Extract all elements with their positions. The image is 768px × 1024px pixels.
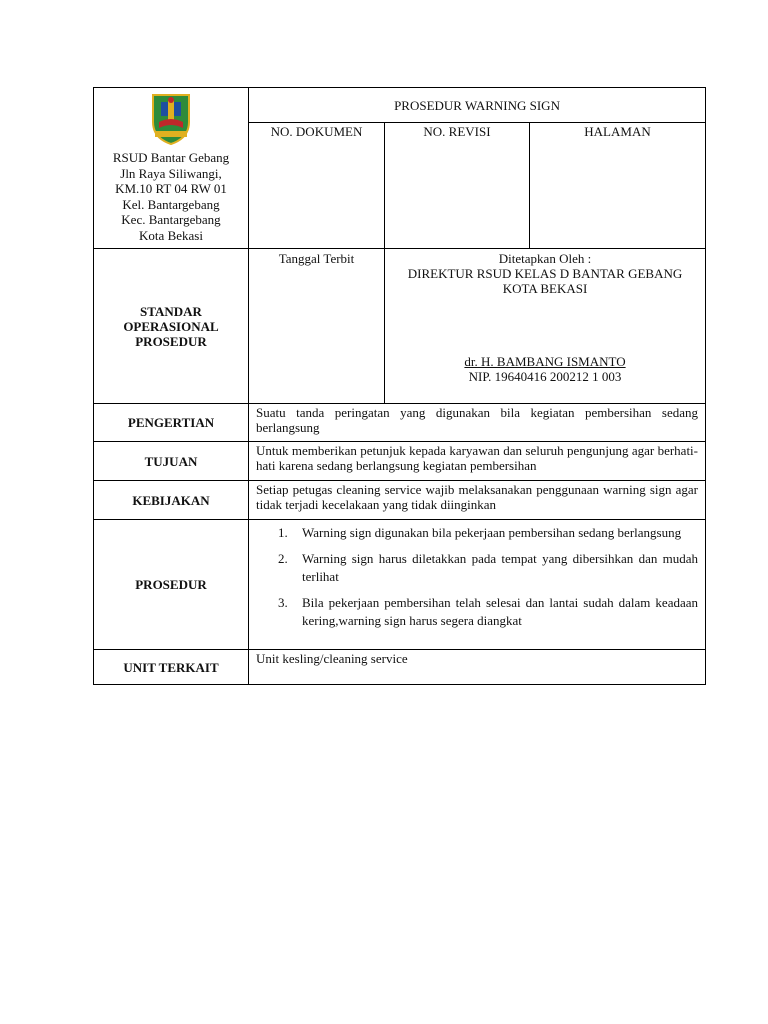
direktur-title-line: DIREKTUR RSUD KELAS D BANTAR GEBANG xyxy=(407,266,683,281)
hospital-info-cell xyxy=(94,88,249,249)
sop-label-line: PROSEDUR xyxy=(135,333,207,349)
unit-terkait-text: Unit kesling/cleaning service xyxy=(249,650,706,685)
no-revisi-header: NO. REVISI xyxy=(385,123,530,249)
step-text: Bila pekerjaan pembersihan telah selesai dan lantai sudah dalam keadaan kering,warning sign harus segera diangkat xyxy=(302,595,699,628)
document-title: PROSEDUR WARNING SIGN xyxy=(249,88,706,123)
kota-bekasi-logo xyxy=(149,92,193,146)
step-number: 3. xyxy=(278,595,288,610)
unit-terkait-label: UNIT TERKAIT xyxy=(94,650,249,685)
hospital-address-line: Kota Bekasi xyxy=(139,227,203,243)
signer-name: dr. H. BAMBANG ISMANTO xyxy=(464,354,626,369)
halaman-header: HALAMAN xyxy=(530,123,706,249)
hospital-address-line: Kel. Bantargebang xyxy=(122,196,220,212)
pengertian-text: Suatu tanda peringatan yang digunakan bila kegiatan pembersihan sedang berlangsung xyxy=(249,404,706,442)
prosedur-label: PROSEDUR xyxy=(94,520,249,650)
ditetapkan-cell xyxy=(385,249,706,404)
hospital-address-line: KM.10 RT 04 RW 01 xyxy=(115,181,227,196)
tanggal-terbit-cell xyxy=(249,249,385,404)
step-number: 1. xyxy=(278,525,288,540)
hospital-name: RSUD Bantar Gebang xyxy=(112,150,230,165)
direktur-title-line: KOTA BEKASI xyxy=(502,281,588,296)
prosedur-step xyxy=(278,550,699,586)
ditetapkan-oleh-label: Ditetapkan Oleh : xyxy=(498,251,592,266)
prosedur-list xyxy=(249,524,705,630)
hospital-address-line: Kec. Bantargebang xyxy=(121,212,221,227)
step-text: Warning sign harus diletakkan pada tempat yang dibersihkan dan mudah terlihat xyxy=(302,551,699,584)
hospital-address-line: Jln Raya Siliwangi, xyxy=(120,165,222,181)
tanggal-terbit-label: Tanggal Terbit xyxy=(278,251,355,266)
prosedur-content xyxy=(249,520,706,650)
tujuan-text: Untuk memberikan petunjuk kepada karyawan dan seluruh pengunjung agar berhati-hati karena sedang berlangsung kegiatan pembersihan xyxy=(249,442,706,481)
sop-label xyxy=(94,249,249,404)
prosedur-step xyxy=(278,594,699,630)
no-dokumen-header: NO. DOKUMEN xyxy=(249,123,385,249)
step-text: Warning sign digunakan bila pekerjaan pembersihan sedang berlangsung xyxy=(302,525,682,540)
signer-nip: NIP. 19640416 200212 1 003 xyxy=(468,369,622,384)
kebijakan-text: Setiap petugas cleaning service wajib melaksanakan penggunaan warning sign agar tidak terjadi kecelakaan yang tidak diinginkan xyxy=(249,481,706,520)
sop-document-table xyxy=(93,87,706,685)
kebijakan-label: KEBIJAKAN xyxy=(94,481,249,520)
prosedur-step xyxy=(278,524,698,542)
step-number: 2. xyxy=(278,551,288,566)
sop-label-line: STANDAR xyxy=(140,303,202,319)
pengertian-label: PENGERTIAN xyxy=(94,404,249,442)
tujuan-label: TUJUAN xyxy=(94,442,249,481)
sop-label-line: OPERASIONAL xyxy=(123,318,219,334)
